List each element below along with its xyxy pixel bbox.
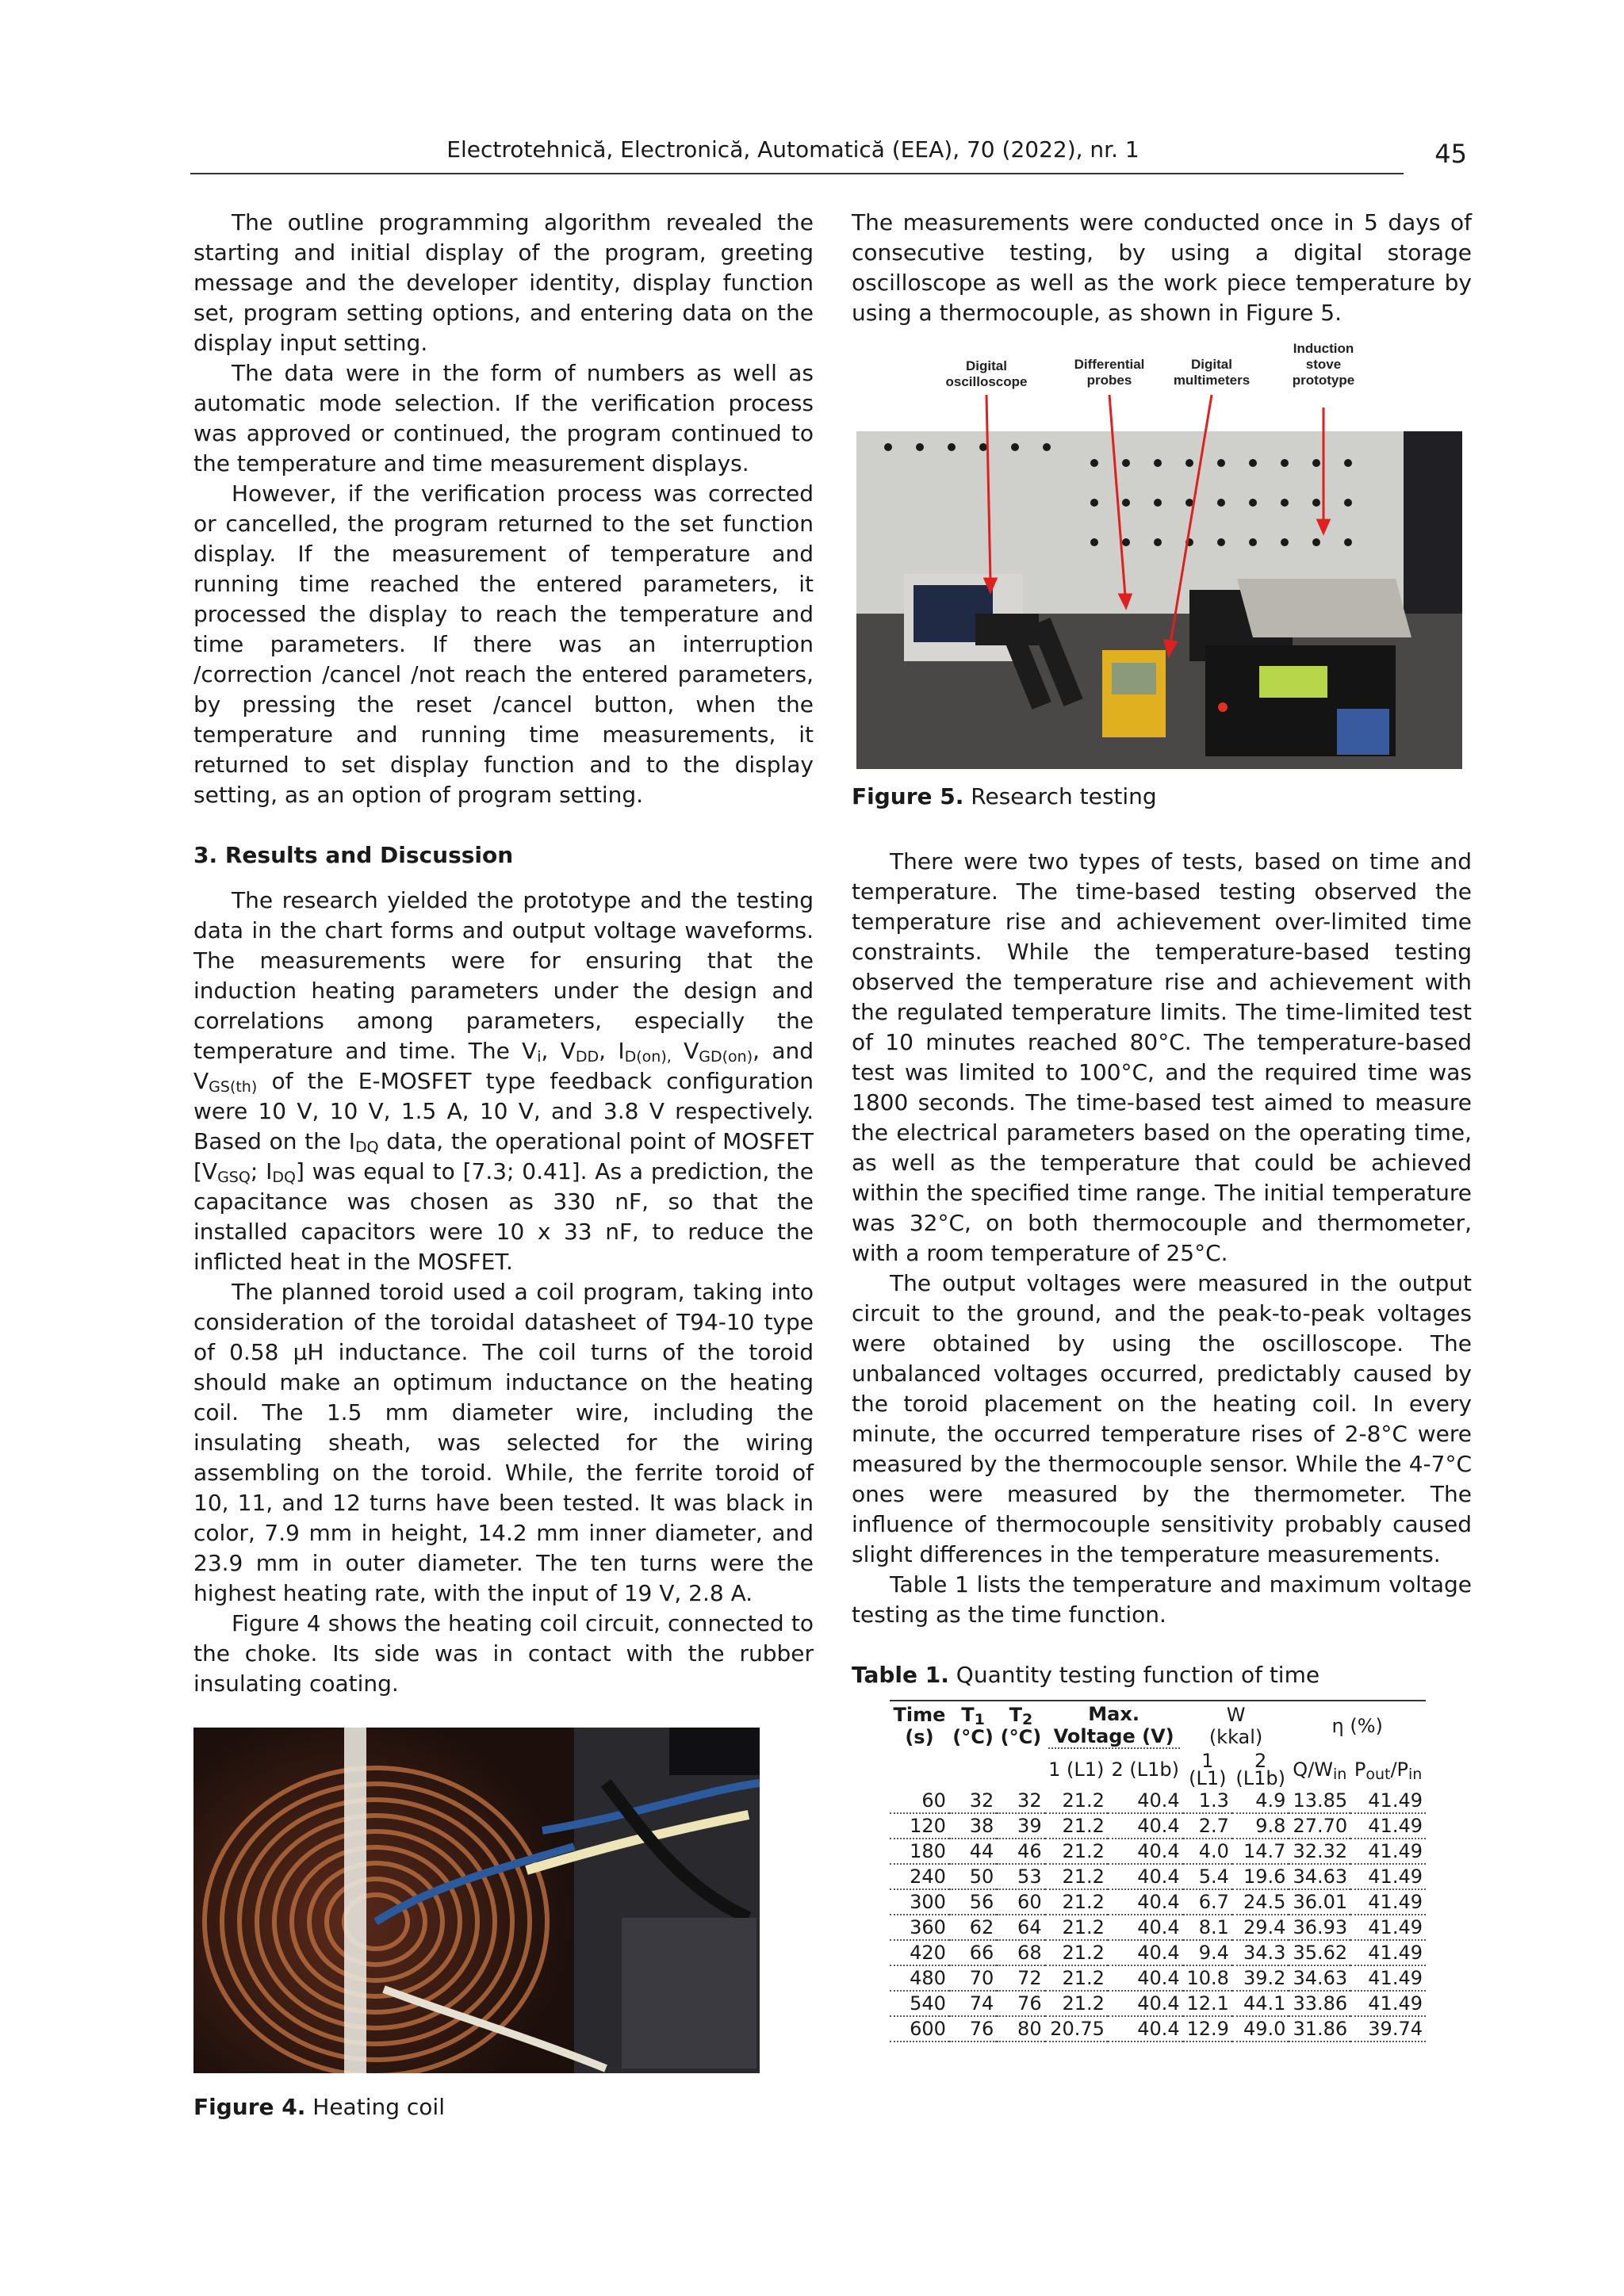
header-time: Time (s): [893, 1704, 946, 1748]
table-row: [890, 2016, 1426, 2042]
table-cell: 41.49: [1350, 1789, 1426, 1813]
right-column: [852, 208, 1472, 2042]
table-cell: 10.8: [1183, 1965, 1232, 1991]
header-rule: [190, 173, 1404, 174]
table-row: [890, 1965, 1426, 1991]
table-cell: 21.2: [1045, 1864, 1108, 1889]
table-cell: 70: [949, 1965, 997, 1991]
table-cell: 35.62: [1289, 1940, 1350, 1965]
table-cell: 21.2: [1045, 1839, 1108, 1864]
table-cell: 39.2: [1232, 1965, 1289, 1991]
header-w: W (kkal): [1208, 1704, 1263, 1748]
table-cell: 39: [997, 1813, 1044, 1839]
table-cell: 34.63: [1289, 1864, 1350, 1889]
table-cell: 66: [949, 1940, 997, 1965]
table-cell: 21.2: [1045, 1889, 1108, 1915]
header-eta: η (%): [1331, 1715, 1383, 1737]
table-row: [890, 1991, 1426, 2016]
table-row: [890, 1915, 1426, 1940]
table-cell: 41.49: [1350, 1889, 1426, 1915]
header-w2: 2 (L1b): [1235, 1750, 1285, 1789]
paragraph: The output voltages were measured in the output circuit to the ground, and the peak-to-peak voltages were obtained by using the oscilloscope. The unbalanced voltages occurred, predictably caused by the toroid placement on the heating coil. In every minute, the occurred temperature rises of 2-8°C were measured by the thermocouple sensor. While the 4-7°C ones were measured by the thermometer. The influence of thermocouple sensitivity probably caused slight differences in the temperature measurements.: [852, 1270, 1472, 1567]
table-cell: 40.4: [1108, 1940, 1183, 1965]
table-cell: 40.4: [1108, 1789, 1183, 1813]
header-l1: 1 (L1): [1048, 1758, 1105, 1781]
table-cell: 1.3: [1183, 1789, 1232, 1813]
table-cell: 21.2: [1045, 1940, 1108, 1965]
table-cell: 420: [890, 1940, 949, 1965]
table-cell: 9.4: [1183, 1940, 1232, 1965]
table-cell: 8.1: [1183, 1915, 1232, 1940]
table-cell: 36.93: [1289, 1915, 1350, 1940]
table-cell: 72: [997, 1965, 1044, 1991]
table-cell: 40.4: [1108, 1813, 1183, 1839]
table-1-caption: Table 1. Quantity testing function of time: [852, 1662, 1320, 1688]
annotation-induction-stove: Induction stove prototype: [1292, 341, 1355, 388]
header-w1: 1 (L1): [1189, 1750, 1227, 1789]
table-cell: 41.49: [1350, 1864, 1426, 1889]
table-cell: 21.2: [1045, 1991, 1108, 2016]
table-cell: 32: [997, 1789, 1044, 1813]
table-cell: 41.49: [1350, 1991, 1426, 2016]
table-cell: 53: [997, 1864, 1044, 1889]
table-cell: 50: [949, 1864, 997, 1889]
table-cell: 36.01: [1289, 1889, 1350, 1915]
table-row: [890, 1889, 1426, 1915]
table-cell: 13.85: [1289, 1789, 1350, 1813]
table-cell: 14.7: [1232, 1839, 1289, 1864]
left-column: [193, 208, 814, 2122]
table-cell: 600: [890, 2016, 949, 2042]
table-cell: 540: [890, 1991, 949, 2016]
table-cell: 480: [890, 1965, 949, 1991]
running-header: Electrotehnică, Electronică, Automatică (EEA), 70 (2022), nr. 1: [446, 136, 1139, 163]
section-heading: 3. Results and Discussion: [193, 842, 514, 868]
table-cell: 29.4: [1232, 1915, 1289, 1940]
table-cell: 21.2: [1045, 1813, 1108, 1839]
table-cell: 40.4: [1108, 1864, 1183, 1889]
header-q-w: $Q/W_{in}$: [1293, 1758, 1347, 1783]
paragraph: The planned toroid used a coil program, taking into consideration of the toroidal datasheet of T94-10 type of 0.58 µH inductance. The coil turns of the toroid should make an optimum inductance on the heating coil. The 1.5 mm diameter wire, including the insulating sheath, was selected for the wiring assembling on the toroid. While, the ferrite toroid of 10, 11, and 12 turns have been tested. It was black in color, 7.9 mm in height, 14.2 mm inner diameter, and 23.9 mm in outer diameter. The ten turns were the highest heating rate, with the input of 19 V, 2.8 A.: [193, 1279, 814, 1606]
paragraph: The measurements were conducted once in 5 days of consecutive testing, by using a digital storage oscilloscope as well as the work piece temperature by using a thermocouple, as shown in Figure 5.: [852, 209, 1472, 326]
paragraph: The research yielded the prototype and the testing data in the chart forms and output voltage waveforms. The measurements were for ensuring that the induction heating parameters under the design and correlations among parameters, especially the temperature and time. The $V_i$, $V_{DD}$, $I_{D(on),}$ $V_{GD(on)}$, and $V_{GS(th)}$ of the E-MOSFET type feedback configuration were 10 V, 10 V, 1.5 A, 10 V, and 3.8 V respectively. Based on the $I_{DQ}$ data, the operational point of MOSFET [$V_{GSQ}$; $I_{DQ}$] was equal to [7.3; 0.41]. As a prediction, the capacitance was chosen as 330 nF, so that the installed capacitors were 10 x 33 nF, to reduce the inflicted heat in the MOSFET.: [193, 887, 814, 1275]
quantity-table: [890, 1701, 1426, 2042]
table-cell: 62: [949, 1915, 997, 1940]
table-cell: 9.8: [1232, 1813, 1289, 1839]
table-cell: 31.86: [1289, 2016, 1350, 2042]
paragraph: Figure 4 shows the heating coil circuit, connected to the choke. Its side was in contact with the rubber insulating coating.: [193, 1610, 814, 1697]
table-1: [890, 1700, 1426, 2042]
table-cell: 76: [949, 2016, 997, 2042]
table-cell: 4.0: [1183, 1839, 1232, 1864]
table-cell: 74: [949, 1991, 997, 2016]
table-cell: 56: [949, 1889, 997, 1915]
table-cell: 180: [890, 1839, 949, 1864]
table-cell: 21.2: [1045, 1789, 1108, 1813]
table-cell: 40.4: [1108, 1839, 1183, 1864]
table-cell: 12.9: [1183, 2016, 1232, 2042]
table-cell: 360: [890, 1915, 949, 1940]
figure-5-arrows: [852, 349, 1472, 769]
table-cell: 39.74: [1350, 2016, 1426, 2042]
page-number: 45: [1434, 139, 1467, 169]
table-cell: 40.4: [1108, 2016, 1183, 2042]
table-cell: 41.49: [1350, 1915, 1426, 1940]
table-cell: 27.70: [1289, 1813, 1350, 1839]
table-cell: 41.49: [1350, 1940, 1426, 1965]
table-cell: 40.4: [1108, 1889, 1183, 1915]
paragraph: However, if the verification process was corrected or cancelled, the program returned to the set function display. If the measurement of temperature and running time reached the entered parameters, it processed the display to reach the temperature and time parameters. If there was an interruption /correction /cancel /not reach the entered parameters, by pressing the reset /cancel button, when the temperature and running time measurements, it returned to set display function and to the display setting, as an option of program setting.: [193, 480, 814, 808]
header-max-voltage: Max. Voltage (V): [1045, 1701, 1183, 1751]
table-cell: 33.86: [1289, 1991, 1350, 2016]
table-cell: 21.2: [1045, 1965, 1108, 1991]
annotation-differential-probes: Differential probes: [1074, 357, 1145, 388]
table-cell: 60: [890, 1789, 949, 1813]
table-cell: 68: [997, 1940, 1044, 1965]
header-l1b: 2 (L1b): [1111, 1758, 1180, 1781]
table-cell: 60: [997, 1889, 1044, 1915]
annotation-digital-oscilloscope: Digital oscilloscope: [945, 358, 1028, 389]
table-cell: 4.9: [1232, 1789, 1289, 1813]
figure-5: [852, 341, 1472, 769]
table-row: [890, 1813, 1426, 1839]
header-t2: $T_2$ (°C): [1000, 1704, 1042, 1748]
paragraph: The outline programming algorithm revealed the starting and initial display of the program, greeting message and the developer identity, display function set, program setting options, and entering data on the display input setting.: [193, 209, 814, 356]
table-cell: 41.49: [1350, 1813, 1426, 1839]
table-cell: 5.4: [1183, 1864, 1232, 1889]
table-cell: 6.7: [1183, 1889, 1232, 1915]
annotation-digital-multimeters: Digital multimeters: [1173, 357, 1251, 388]
figure-4-caption: Figure 4. Heating coil: [193, 2094, 445, 2120]
table-cell: 40.4: [1108, 1965, 1183, 1991]
table-cell: 40.4: [1108, 1915, 1183, 1940]
table-cell: 41.49: [1350, 1965, 1426, 1991]
table-cell: 76: [997, 1991, 1044, 2016]
paragraph: The data were in the form of numbers as well as automatic mode selection. If the verification process was approved or continued, the program continued to the temperature and time measurement displays.: [193, 360, 814, 476]
table-row: [890, 1789, 1426, 1813]
paragraph: Table 1 lists the temperature and maximum voltage testing as the time function.: [852, 1571, 1472, 1628]
table-cell: 34.63: [1289, 1965, 1350, 1991]
figure-4-image: [193, 1728, 760, 2073]
table-cell: 32.32: [1289, 1839, 1350, 1864]
table-cell: 40.4: [1108, 1991, 1183, 2016]
table-cell: 44.1: [1232, 1991, 1289, 2016]
figure-5-caption: Figure 5. Research testing: [852, 783, 1157, 809]
table-cell: 12.1: [1183, 1991, 1232, 2016]
table-cell: 38: [949, 1813, 997, 1839]
table-cell: 20.75: [1045, 2016, 1108, 2042]
table-cell: 41.49: [1350, 1839, 1426, 1864]
table-cell: 32: [949, 1789, 997, 1813]
table-cell: 24.5: [1232, 1889, 1289, 1915]
table-row: [890, 1839, 1426, 1864]
table-cell: 21.2: [1045, 1915, 1108, 1940]
table-cell: 34.3: [1232, 1940, 1289, 1965]
table-cell: 44: [949, 1839, 997, 1864]
table-cell: 46: [997, 1839, 1044, 1864]
table-cell: 49.0: [1232, 2016, 1289, 2042]
table-cell: 240: [890, 1864, 949, 1889]
table-cell: 300: [890, 1889, 949, 1915]
table-cell: 120: [890, 1813, 949, 1839]
table-cell: 64: [997, 1915, 1044, 1940]
table-row: [890, 1940, 1426, 1965]
paragraph: There were two types of tests, based on time and temperature. The time-based testing observed the temperature rise and achievement over-limited time constraints. While the temperature-based testing observed the temperature rise and achievement with the regulated temperature limits. The time-limited test of 10 minutes reached 80°C. The temperature-based test was limited to 100°C, and the required time was 1800 seconds. The time-based test aimed to measure the electrical parameters based on the operating time, as well as the temperature that could be achieved within the specified time range. The initial temperature was 32°C, on both thermocouple and thermometer, with a room temperature of 25°C.: [852, 848, 1472, 1266]
table-cell: 19.6: [1232, 1864, 1289, 1889]
header-p-out-p-in: $P_{out}/P_{in}$: [1354, 1758, 1423, 1783]
table-cell: 2.7: [1183, 1813, 1232, 1839]
table-cell: 80: [997, 2016, 1044, 2042]
table-row: [890, 1864, 1426, 1889]
header-t1: $T_1$ (°C): [952, 1704, 994, 1748]
